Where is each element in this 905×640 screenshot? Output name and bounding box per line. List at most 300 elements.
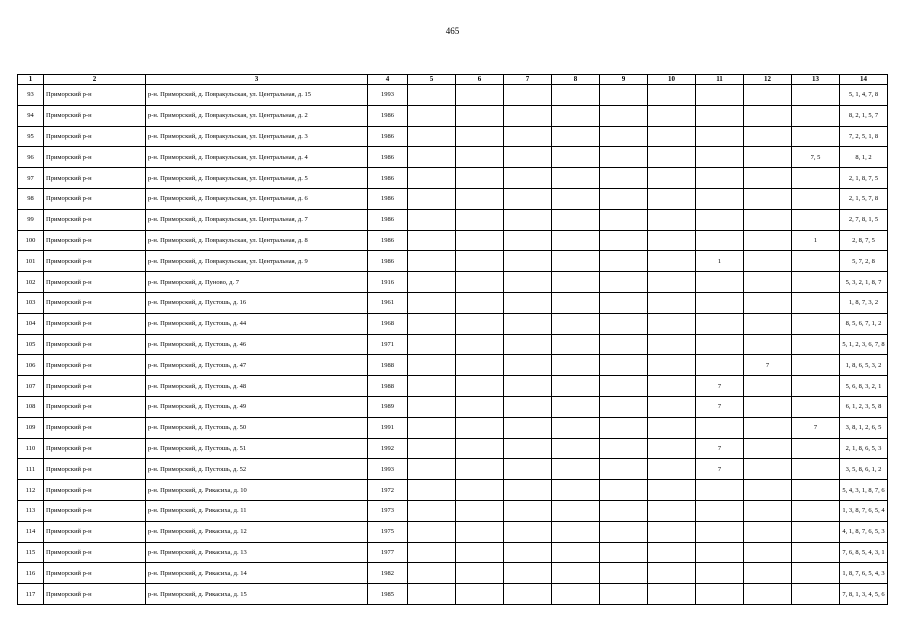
row-number-cell: 116: [18, 563, 44, 584]
register-table: [17, 74, 888, 605]
empty-cell: [552, 438, 600, 459]
col13-cell: [792, 105, 840, 126]
row-number-cell: 115: [18, 542, 44, 563]
col11-cell: [696, 209, 744, 230]
address-cell: р-н. Приморский, д. Пустошь, д. 44: [146, 313, 368, 334]
empty-cell: [648, 251, 696, 272]
address-cell: р-н. Приморский, д. Рикасиха, д. 11: [146, 500, 368, 521]
empty-cell: [552, 126, 600, 147]
empty-cell: [504, 563, 552, 584]
empty-cell: [408, 313, 456, 334]
district-cell: Приморский р-н: [44, 480, 146, 501]
col13-cell: [792, 272, 840, 293]
empty-cell: [408, 438, 456, 459]
col13-cell: [792, 438, 840, 459]
col14-cell: 2, 8, 7, 5: [840, 230, 888, 251]
district-cell: Приморский р-н: [44, 521, 146, 542]
row-number-cell: 94: [18, 105, 44, 126]
col11-cell: 7: [696, 396, 744, 417]
col14-cell: 1, 8, 7, 6, 5, 4, 3: [840, 563, 888, 584]
empty-cell: [648, 147, 696, 168]
empty-cell: [504, 459, 552, 480]
address-cell: р-н. Приморский, д. Повракульская, ул. Центральная, д. 6: [146, 188, 368, 209]
empty-cell: [600, 168, 648, 189]
empty-cell: [648, 480, 696, 501]
address-cell: р-н. Приморский, д. Пустошь, д. 47: [146, 355, 368, 376]
col13-cell: [792, 188, 840, 209]
empty-cell: [600, 563, 648, 584]
year-cell: 1985: [368, 584, 408, 605]
empty-cell: [600, 438, 648, 459]
empty-cell: [552, 272, 600, 293]
col13-cell: [792, 480, 840, 501]
col11-cell: [696, 105, 744, 126]
col12-cell: [744, 459, 792, 480]
empty-cell: [408, 396, 456, 417]
table-row: [18, 438, 888, 459]
col11-cell: [696, 292, 744, 313]
empty-cell: [456, 313, 504, 334]
row-number-cell: 117: [18, 584, 44, 605]
row-number-cell: 113: [18, 500, 44, 521]
empty-cell: [504, 147, 552, 168]
empty-cell: [408, 230, 456, 251]
empty-cell: [648, 355, 696, 376]
district-cell: Приморский р-н: [44, 355, 146, 376]
empty-cell: [456, 85, 504, 106]
year-cell: 1986: [368, 105, 408, 126]
empty-cell: [408, 459, 456, 480]
row-number-cell: 109: [18, 417, 44, 438]
district-cell: Приморский р-н: [44, 147, 146, 168]
district-cell: Приморский р-н: [44, 251, 146, 272]
address-cell: р-н. Приморский, д. Пустошь, д. 48: [146, 376, 368, 397]
empty-cell: [456, 147, 504, 168]
district-cell: Приморский р-н: [44, 500, 146, 521]
district-cell: Приморский р-н: [44, 230, 146, 251]
empty-cell: [648, 438, 696, 459]
empty-cell: [408, 126, 456, 147]
empty-cell: [456, 376, 504, 397]
address-cell: р-н. Приморский, д. Рикасиха, д. 10: [146, 480, 368, 501]
col12-cell: [744, 147, 792, 168]
empty-cell: [408, 542, 456, 563]
empty-cell: [600, 376, 648, 397]
header-row: [18, 75, 888, 85]
col13-cell: [792, 85, 840, 106]
address-cell: р-н. Приморский, д. Повракульская, ул. Центральная, д. 15: [146, 85, 368, 106]
col12-cell: [744, 376, 792, 397]
empty-cell: [408, 500, 456, 521]
empty-cell: [552, 168, 600, 189]
table-row: [18, 168, 888, 189]
empty-cell: [456, 251, 504, 272]
row-number-cell: 93: [18, 85, 44, 106]
col11-cell: [696, 480, 744, 501]
col13-cell: [792, 500, 840, 521]
empty-cell: [648, 459, 696, 480]
col14-cell: 7, 2, 5, 1, 8: [840, 126, 888, 147]
empty-cell: [552, 334, 600, 355]
address-cell: р-н. Приморский, д. Повракульская, ул. Центральная, д. 3: [146, 126, 368, 147]
empty-cell: [600, 188, 648, 209]
district-cell: Приморский р-н: [44, 188, 146, 209]
row-number-cell: 103: [18, 292, 44, 313]
column-header: 10: [648, 75, 696, 85]
empty-cell: [552, 521, 600, 542]
empty-cell: [504, 251, 552, 272]
column-header: 1: [18, 75, 44, 85]
empty-cell: [552, 251, 600, 272]
empty-cell: [600, 500, 648, 521]
empty-cell: [648, 85, 696, 106]
address-cell: р-н. Приморский, д. Повракульская, ул. Центральная, д. 7: [146, 209, 368, 230]
empty-cell: [456, 417, 504, 438]
year-cell: 1973: [368, 500, 408, 521]
empty-cell: [552, 292, 600, 313]
col14-cell: 5, 1, 2, 3, 6, 7, 8: [840, 334, 888, 355]
empty-cell: [552, 500, 600, 521]
district-cell: Приморский р-н: [44, 542, 146, 563]
district-cell: Приморский р-н: [44, 313, 146, 334]
empty-cell: [552, 355, 600, 376]
table-row: [18, 480, 888, 501]
col12-cell: [744, 563, 792, 584]
table-row: [18, 334, 888, 355]
empty-cell: [552, 209, 600, 230]
col11-cell: [696, 147, 744, 168]
col13-cell: [792, 251, 840, 272]
row-number-cell: 105: [18, 334, 44, 355]
table-row: [18, 292, 888, 313]
col14-cell: 2, 1, 8, 7, 5: [840, 168, 888, 189]
empty-cell: [456, 584, 504, 605]
year-cell: 1993: [368, 85, 408, 106]
col12-cell: [744, 417, 792, 438]
row-number-cell: 107: [18, 376, 44, 397]
col12-cell: [744, 480, 792, 501]
empty-cell: [456, 126, 504, 147]
district-cell: Приморский р-н: [44, 126, 146, 147]
empty-cell: [648, 417, 696, 438]
col13-cell: [792, 563, 840, 584]
empty-cell: [456, 563, 504, 584]
address-cell: р-н. Приморский, д. Рикасиха, д. 13: [146, 542, 368, 563]
table-row: [18, 85, 888, 106]
empty-cell: [504, 334, 552, 355]
row-number-cell: 99: [18, 209, 44, 230]
empty-cell: [408, 292, 456, 313]
district-cell: Приморский р-н: [44, 459, 146, 480]
address-cell: р-н. Приморский, д. Повракульская, ул. Центральная, д. 4: [146, 147, 368, 168]
empty-cell: [408, 417, 456, 438]
district-cell: Приморский р-н: [44, 438, 146, 459]
district-cell: Приморский р-н: [44, 584, 146, 605]
empty-cell: [504, 521, 552, 542]
col13-cell: [792, 521, 840, 542]
empty-cell: [408, 188, 456, 209]
col14-cell: 5, 7, 2, 8: [840, 251, 888, 272]
empty-cell: [552, 230, 600, 251]
col11-cell: [696, 334, 744, 355]
empty-cell: [504, 272, 552, 293]
col11-cell: [696, 500, 744, 521]
year-cell: 1988: [368, 355, 408, 376]
empty-cell: [456, 542, 504, 563]
district-cell: Приморский р-н: [44, 209, 146, 230]
year-cell: 1986: [368, 147, 408, 168]
address-cell: р-н. Приморский, д. Пустошь, д. 50: [146, 417, 368, 438]
table-row: [18, 376, 888, 397]
table-row: [18, 272, 888, 293]
empty-cell: [600, 542, 648, 563]
address-cell: р-н. Приморский, д. Пустошь, д. 52: [146, 459, 368, 480]
col11-cell: [696, 542, 744, 563]
col12-cell: [744, 584, 792, 605]
table-row: [18, 355, 888, 376]
address-cell: р-н. Приморский, д. Повракульская, ул. Центральная, д. 5: [146, 168, 368, 189]
page-number: 465: [445, 26, 460, 36]
row-number-cell: 98: [18, 188, 44, 209]
year-cell: 1972: [368, 480, 408, 501]
table-row: [18, 417, 888, 438]
empty-cell: [456, 209, 504, 230]
column-header: 9: [600, 75, 648, 85]
col12-cell: [744, 230, 792, 251]
year-cell: 1988: [368, 376, 408, 397]
col14-cell: 5, 1, 4, 7, 8: [840, 85, 888, 106]
empty-cell: [504, 126, 552, 147]
year-cell: 1986: [368, 126, 408, 147]
col14-cell: 2, 1, 8, 6, 5, 3: [840, 438, 888, 459]
empty-cell: [504, 313, 552, 334]
empty-cell: [552, 480, 600, 501]
empty-cell: [504, 376, 552, 397]
col12-cell: [744, 542, 792, 563]
col13-cell: [792, 396, 840, 417]
table-row: [18, 313, 888, 334]
district-cell: Приморский р-н: [44, 334, 146, 355]
empty-cell: [456, 396, 504, 417]
col11-cell: [696, 563, 744, 584]
empty-cell: [600, 126, 648, 147]
col13-cell: [792, 459, 840, 480]
empty-cell: [600, 292, 648, 313]
col14-cell: 8, 5, 6, 7, 1, 2: [840, 313, 888, 334]
empty-cell: [552, 459, 600, 480]
address-cell: р-н. Приморский, д. Рикасиха, д. 15: [146, 584, 368, 605]
empty-cell: [504, 396, 552, 417]
empty-cell: [648, 292, 696, 313]
row-number-cell: 96: [18, 147, 44, 168]
empty-cell: [552, 105, 600, 126]
year-cell: 1982: [368, 563, 408, 584]
row-number-cell: 114: [18, 521, 44, 542]
table-row: [18, 459, 888, 480]
empty-cell: [456, 334, 504, 355]
col14-cell: 3, 8, 1, 2, 6, 5: [840, 417, 888, 438]
empty-cell: [600, 417, 648, 438]
year-cell: 1961: [368, 292, 408, 313]
year-cell: 1992: [368, 438, 408, 459]
empty-cell: [504, 85, 552, 106]
empty-cell: [504, 480, 552, 501]
column-header: 14: [840, 75, 888, 85]
col12-cell: [744, 292, 792, 313]
empty-cell: [408, 563, 456, 584]
empty-cell: [648, 334, 696, 355]
district-cell: Приморский р-н: [44, 417, 146, 438]
year-cell: 1986: [368, 209, 408, 230]
address-cell: р-н. Приморский, д. Повракульская, ул. Центральная, д. 9: [146, 251, 368, 272]
row-number-cell: 101: [18, 251, 44, 272]
address-cell: р-н. Приморский, д. Рикасиха, д. 14: [146, 563, 368, 584]
col13-cell: [792, 584, 840, 605]
col13-cell: [792, 542, 840, 563]
empty-cell: [648, 168, 696, 189]
col11-cell: [696, 188, 744, 209]
table-row: [18, 188, 888, 209]
table-row: [18, 500, 888, 521]
empty-cell: [648, 209, 696, 230]
col12-cell: [744, 500, 792, 521]
empty-cell: [504, 417, 552, 438]
row-number-cell: 104: [18, 313, 44, 334]
col12-cell: [744, 85, 792, 106]
address-cell: р-н. Приморский, д. Пуново, д. 7: [146, 272, 368, 293]
empty-cell: [552, 584, 600, 605]
address-cell: р-н. Приморский, д. Повракульская, ул. Центральная, д. 8: [146, 230, 368, 251]
col14-cell: 1, 8, 6, 5, 3, 2: [840, 355, 888, 376]
col11-cell: [696, 355, 744, 376]
empty-cell: [600, 521, 648, 542]
district-cell: Приморский р-н: [44, 376, 146, 397]
empty-cell: [648, 376, 696, 397]
col14-cell: 8, 2, 1, 5, 7: [840, 105, 888, 126]
col12-cell: [744, 438, 792, 459]
col12-cell: [744, 105, 792, 126]
col11-cell: 1: [696, 251, 744, 272]
district-cell: Приморский р-н: [44, 85, 146, 106]
address-cell: р-н. Приморский, д. Повракульская, ул. Центральная, д. 2: [146, 105, 368, 126]
table-row: [18, 542, 888, 563]
empty-cell: [408, 85, 456, 106]
row-number-cell: 100: [18, 230, 44, 251]
column-header: 12: [744, 75, 792, 85]
table-row: [18, 230, 888, 251]
table-row: [18, 584, 888, 605]
year-cell: 1975: [368, 521, 408, 542]
empty-cell: [504, 188, 552, 209]
empty-cell: [504, 584, 552, 605]
row-number-cell: 102: [18, 272, 44, 293]
empty-cell: [456, 230, 504, 251]
empty-cell: [552, 563, 600, 584]
col13-cell: 1: [792, 230, 840, 251]
empty-cell: [600, 396, 648, 417]
col14-cell: 2, 1, 5, 7, 8: [840, 188, 888, 209]
col12-cell: [744, 334, 792, 355]
table-row: [18, 251, 888, 272]
col14-cell: 5, 4, 3, 1, 8, 7, 6: [840, 480, 888, 501]
address-cell: р-н. Приморский, д. Пустошь, д. 46: [146, 334, 368, 355]
empty-cell: [600, 105, 648, 126]
col11-cell: [696, 85, 744, 106]
empty-cell: [456, 292, 504, 313]
col12-cell: [744, 126, 792, 147]
col11-cell: 7: [696, 459, 744, 480]
empty-cell: [648, 230, 696, 251]
empty-cell: [456, 521, 504, 542]
district-cell: Приморский р-н: [44, 105, 146, 126]
col11-cell: [696, 272, 744, 293]
empty-cell: [552, 396, 600, 417]
empty-cell: [648, 188, 696, 209]
column-header: 7: [504, 75, 552, 85]
empty-cell: [456, 355, 504, 376]
empty-cell: [504, 230, 552, 251]
column-header: 13: [792, 75, 840, 85]
empty-cell: [552, 85, 600, 106]
empty-cell: [456, 500, 504, 521]
empty-cell: [552, 188, 600, 209]
empty-cell: [504, 500, 552, 521]
empty-cell: [600, 355, 648, 376]
year-cell: 1986: [368, 230, 408, 251]
empty-cell: [648, 396, 696, 417]
col13-cell: [792, 376, 840, 397]
empty-cell: [600, 584, 648, 605]
table-row: [18, 147, 888, 168]
col14-cell: 6, 1, 2, 3, 5, 8: [840, 396, 888, 417]
row-number-cell: 110: [18, 438, 44, 459]
column-header: 6: [456, 75, 504, 85]
empty-cell: [552, 147, 600, 168]
empty-cell: [648, 500, 696, 521]
year-cell: 1991: [368, 417, 408, 438]
table-row: [18, 209, 888, 230]
empty-cell: [648, 126, 696, 147]
empty-cell: [600, 459, 648, 480]
column-header: 5: [408, 75, 456, 85]
empty-cell: [408, 168, 456, 189]
col14-cell: 7, 8, 1, 3, 4, 5, 6: [840, 584, 888, 605]
address-cell: р-н. Приморский, д. Пустошь, д. 49: [146, 396, 368, 417]
row-number-cell: 106: [18, 355, 44, 376]
empty-cell: [408, 272, 456, 293]
empty-cell: [600, 147, 648, 168]
column-header: 4: [368, 75, 408, 85]
empty-cell: [552, 313, 600, 334]
empty-cell: [504, 105, 552, 126]
empty-cell: [600, 85, 648, 106]
col11-cell: [696, 521, 744, 542]
col13-cell: [792, 292, 840, 313]
col11-cell: [696, 126, 744, 147]
col13-cell: 7: [792, 417, 840, 438]
col12-cell: [744, 168, 792, 189]
empty-cell: [408, 147, 456, 168]
col12-cell: [744, 313, 792, 334]
year-cell: 1993: [368, 459, 408, 480]
year-cell: 1916: [368, 272, 408, 293]
empty-cell: [456, 105, 504, 126]
district-cell: Приморский р-н: [44, 563, 146, 584]
empty-cell: [408, 334, 456, 355]
empty-cell: [648, 521, 696, 542]
empty-cell: [552, 376, 600, 397]
address-cell: р-н. Приморский, д. Пустошь, д. 51: [146, 438, 368, 459]
